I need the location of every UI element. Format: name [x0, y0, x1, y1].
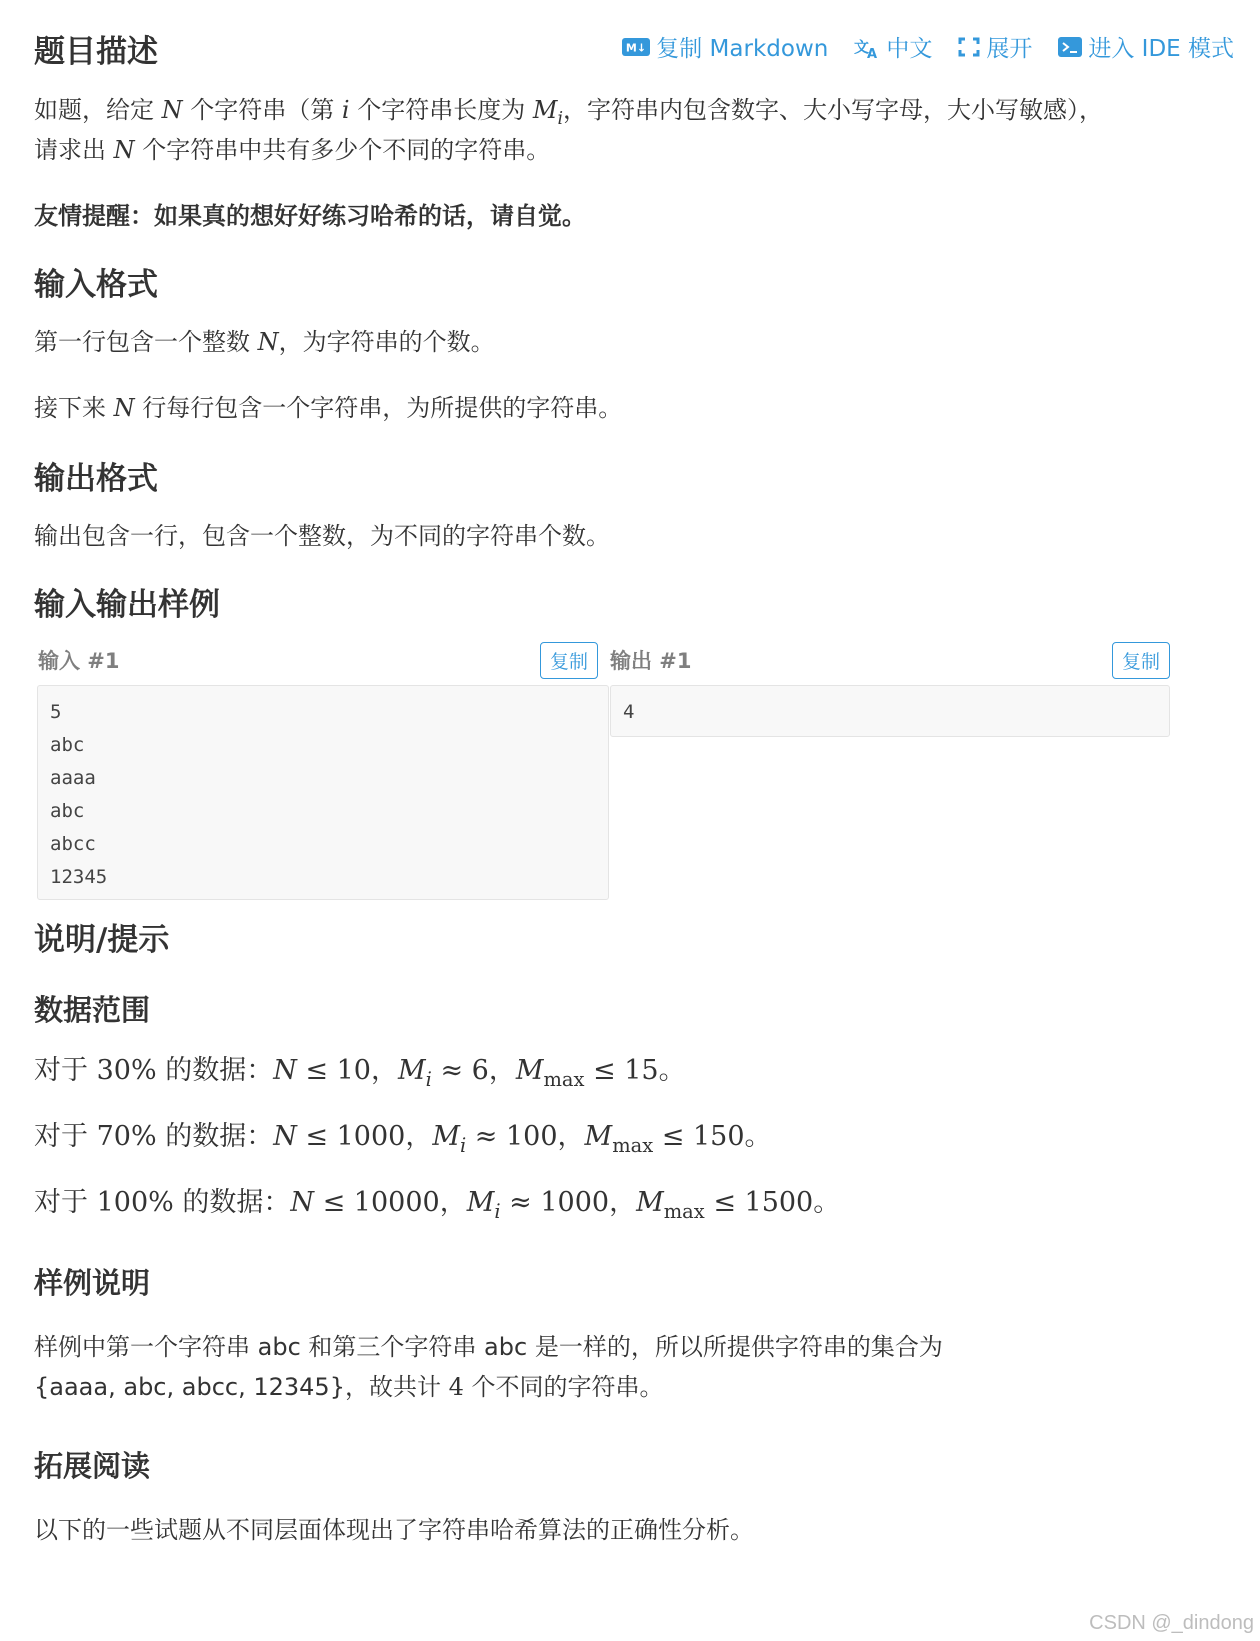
sample-input-box	[37, 685, 609, 900]
description-paragraph-1: 如题，给定 N 个字符串（第 i 个字符串长度为 $M_i$，字符串内包含数字、大小写字母，大小写敏感），	[34, 96, 1103, 130]
data-range-title: 数据范围	[34, 993, 151, 1027]
sample-output-line: 4	[623, 701, 635, 723]
output-format-title: 输出格式	[34, 461, 158, 497]
copy-output-button[interactable]: 复制	[1112, 642, 1170, 679]
description-paragraph-2: 请求出 N 个字符串中共有多少个不同的字符串。	[34, 136, 551, 164]
samples-title: 输入输出样例	[34, 587, 220, 623]
ide-mode-button[interactable]	[1058, 30, 1234, 63]
problem-toolbar	[622, 30, 1234, 63]
data-range-line-3: 对于 100% 的数据：N ≤ 10000，$M_i \approx 1000$，$M_{max} \le 1500$。	[34, 1187, 841, 1223]
copy-markdown-label: 复制 Markdown	[656, 36, 829, 62]
sample-output-box	[610, 685, 1170, 737]
friendly-reminder: 友情提醒：如果真的想好好练习哈希的话，请自觉。	[34, 202, 586, 230]
sample-output-label: 输出 #1	[610, 649, 692, 673]
extended-reading-title: 拓展阅读	[34, 1449, 151, 1483]
sample-explanation-line-2: {aaaa, abc, abcc, 12345}，故共计 4 个不同的字符串。	[34, 1373, 664, 1401]
copy-input-button[interactable]: 复制	[540, 642, 598, 679]
data-range-line-2: 对于 70% 的数据：N ≤ 1000，$M_i \approx 100$，$M_{max} \le 150$。	[34, 1121, 772, 1157]
data-range-line-1: 对于 30% 的数据：N ≤ 10，$M_i \approx 6$，$M_{max} \le 15$。	[34, 1055, 686, 1091]
sample-input-line: abcc	[50, 833, 96, 855]
input-format-line-1: 第一行包含一个整数 N，为字符串的个数。	[34, 328, 495, 356]
svg-text:文: 文	[854, 37, 870, 56]
sample-input-header	[38, 642, 598, 678]
sample-input-line: abc	[50, 800, 85, 822]
expand-icon	[958, 37, 980, 57]
translate-icon	[854, 35, 880, 59]
ide-mode-label: 进入 IDE 模式	[1088, 36, 1234, 62]
sample-input-line: aaaa	[50, 767, 96, 789]
input-format-title: 输入格式	[34, 267, 158, 303]
sample-output-header	[610, 642, 1170, 678]
extended-reading-line: 以下的一些试题从不同层面体现出了字符串哈希算法的正确性分析。	[34, 1516, 754, 1544]
sample-input-label: 输入 #1	[38, 649, 120, 673]
copy-markdown-button[interactable]	[622, 30, 828, 63]
sample-input-line: abc	[50, 734, 85, 756]
sample-input-line: 12345	[50, 866, 108, 888]
expand-label: 展开	[986, 36, 1033, 62]
sample-explanation-title: 样例说明	[34, 1266, 151, 1300]
terminal-icon	[1058, 37, 1082, 57]
csdn-watermark: CSDN @_dindong	[1089, 1612, 1254, 1634]
svg-text:A: A	[867, 46, 878, 59]
language-label: 中文	[886, 36, 933, 62]
hints-title: 说明/提示	[34, 922, 170, 958]
description-title: 题目描述	[34, 34, 158, 70]
input-format-line-2: 接下来 N 行每行包含一个字符串，为所提供的字符串。	[34, 394, 623, 422]
svg-text:M↓: M↓	[626, 41, 647, 54]
markdown-icon	[622, 38, 650, 56]
language-button[interactable]	[854, 30, 932, 63]
sample-input-line: 5	[50, 701, 62, 723]
sample-explanation-line-1: 样例中第一个字符串 abc 和第三个字符串 abc 是一样的，所以所提供字符串的集合为	[34, 1333, 943, 1361]
output-format-line: 输出包含一行，包含一个整数，为不同的字符串个数。	[34, 522, 610, 550]
expand-button[interactable]	[958, 30, 1032, 63]
